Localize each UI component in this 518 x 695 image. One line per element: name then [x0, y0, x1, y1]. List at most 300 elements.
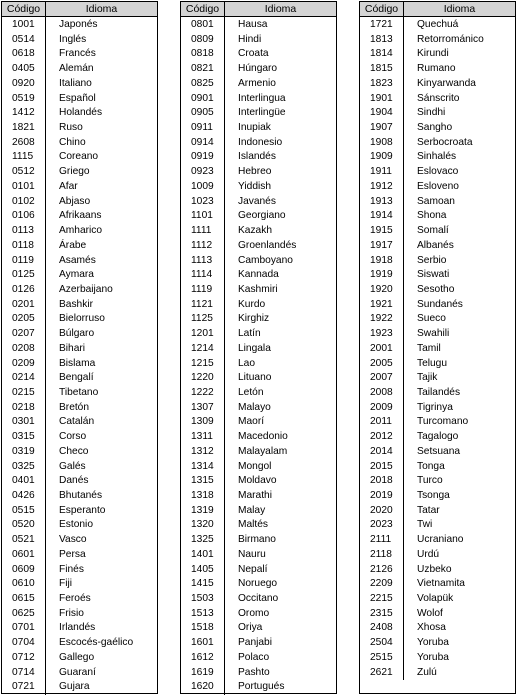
table-row [2, 33, 157, 48]
language-name: Kinyarwanda [417, 77, 476, 89]
table-row [181, 401, 336, 416]
language-code: 2504 [370, 637, 393, 649]
language-name: Chino [59, 136, 86, 148]
language-code: 0712 [12, 651, 35, 663]
language-code: 1311 [191, 431, 213, 443]
language-name: Español [59, 92, 96, 104]
table-row [2, 577, 157, 592]
language-code: 0512 [12, 166, 35, 178]
language-code: 2111 [370, 534, 392, 546]
table-row [360, 165, 515, 180]
table-row [2, 312, 157, 327]
language-code: 1222 [191, 386, 214, 398]
table-row [181, 342, 336, 357]
language-name: Galés [59, 460, 86, 472]
table-row [360, 563, 515, 578]
table-row [181, 165, 336, 180]
language-code: 0721 [12, 681, 35, 693]
language-code: 1115 [12, 151, 34, 163]
language-code: 1001 [12, 19, 35, 30]
language-name: Somalí [417, 225, 449, 237]
table-row [2, 533, 157, 548]
language-code: 2020 [370, 504, 393, 516]
language-name: Malayo [238, 401, 271, 413]
language-name: Checo [59, 445, 89, 457]
language-name: Birmano [238, 534, 276, 546]
language-name: Sundanés [417, 298, 463, 310]
language-name: Catalán [59, 416, 95, 428]
language-code: 0920 [12, 77, 35, 89]
table-row [360, 62, 515, 77]
language-code: 1920 [370, 283, 393, 295]
language-code: 1619 [191, 666, 214, 678]
language-code: 0714 [12, 666, 35, 678]
language-name: Ruso [59, 122, 83, 134]
language-code: 0618 [12, 48, 35, 60]
table-row [181, 371, 336, 386]
language-code: 1914 [370, 210, 393, 222]
table-row [181, 121, 336, 136]
language-name: Turcomano [417, 416, 469, 428]
language-code: 1922 [370, 313, 393, 325]
language-name: Sindhi [417, 107, 446, 119]
language-code: 1307 [191, 401, 214, 413]
language-code: 2019 [370, 490, 393, 501]
code-header: Código [181, 2, 225, 16]
table-row [360, 430, 515, 445]
table-row [181, 518, 336, 533]
language-code: 0809 [191, 33, 214, 45]
language-code: 2005 [370, 357, 393, 369]
table-row [181, 47, 336, 62]
table-row [2, 165, 157, 180]
language-name: Hausa [238, 19, 268, 30]
table-row [360, 47, 515, 62]
table-row [181, 607, 336, 622]
code-header: Código [2, 2, 46, 16]
language-name: Danés [59, 475, 89, 487]
language-code: 0325 [12, 460, 35, 472]
language-name: Interlingua [238, 92, 286, 104]
language-code: 1009 [191, 180, 214, 192]
language-name: Moldavo [238, 475, 277, 487]
language-header: Idioma [264, 3, 297, 15]
language-name: Marathi [238, 490, 272, 501]
table-row [360, 651, 515, 666]
table-row [181, 268, 336, 283]
table-row [181, 62, 336, 77]
language-code: 1113 [191, 254, 213, 266]
language-name: Lituano [238, 372, 272, 384]
table-row [360, 77, 515, 92]
table-row [2, 371, 157, 386]
language-code: 1821 [12, 122, 35, 134]
language-name: Tagalogo [417, 431, 459, 443]
table-row [181, 460, 336, 475]
table-row [2, 92, 157, 107]
language-code: 1119 [191, 283, 213, 295]
language-code: 1911 [370, 166, 392, 178]
language-code: 1921 [370, 298, 393, 310]
table-row [2, 77, 157, 92]
language-name: Quechuá [417, 19, 459, 30]
language-code: 1112 [191, 239, 213, 251]
language-code: 0201 [12, 298, 35, 310]
language-name: Tsonga [417, 490, 450, 501]
language-code: 1814 [370, 48, 393, 60]
language-name: Gallego [59, 651, 95, 663]
language-code: 1612 [191, 651, 214, 663]
language-name: Eslovaco [417, 166, 459, 178]
language-name: Rumano [417, 63, 456, 75]
language-name: Húngaro [238, 63, 278, 75]
table-row [181, 77, 336, 92]
language-name: Latín [238, 328, 261, 340]
language-code: 2023 [370, 519, 393, 531]
table-row [360, 342, 515, 357]
table-row [360, 621, 515, 636]
language-name: Noruego [238, 578, 278, 590]
language-name: Pashto [238, 666, 270, 678]
table-row [360, 504, 515, 519]
language-code: 0923 [191, 166, 214, 178]
table-row [2, 563, 157, 578]
language-name: Lao [238, 357, 255, 369]
language-code: 0905 [191, 107, 214, 119]
language-code: 0801 [191, 19, 214, 30]
language-name: Inglés [59, 33, 87, 45]
table-row [2, 254, 157, 269]
language-code: 0405 [12, 63, 35, 75]
language-name: Swahili [417, 328, 450, 340]
language-name: Oromo [238, 607, 270, 619]
table-row [360, 239, 515, 254]
table-row [181, 136, 336, 151]
language-code: 0514 [12, 33, 35, 45]
table-header [2, 2, 157, 17]
language-code: 1114 [191, 269, 213, 281]
language-name: Turco [417, 475, 443, 487]
language-name: Yoruba [417, 637, 449, 649]
language-table-2 [180, 1, 337, 694]
language-name: Bretón [59, 401, 90, 413]
language-code: 0520 [12, 519, 35, 531]
language-name: Albanés [417, 239, 454, 251]
language-name: Vasco [59, 534, 87, 546]
language-code: 1620 [191, 681, 214, 693]
language-code: 2014 [370, 445, 393, 457]
language-name: Camboyano [238, 254, 293, 266]
language-name: Siswati [417, 269, 450, 281]
table-row [2, 415, 157, 430]
language-code: 1314 [191, 460, 214, 472]
language-name: Bislama [59, 357, 96, 369]
language-name: Abjaso [59, 195, 91, 207]
table-row [2, 180, 157, 195]
table-row [360, 460, 515, 475]
table-row [360, 666, 515, 681]
table-row [360, 121, 515, 136]
language-name: Irlandés [59, 622, 96, 634]
table-row [2, 607, 157, 622]
language-name: Serbocroata [417, 136, 473, 148]
language-name: Sangho [417, 122, 453, 134]
language-code: 2011 [370, 416, 392, 428]
table-header [181, 2, 336, 17]
language-name: Croata [238, 48, 269, 60]
language-name: Panjabi [238, 637, 272, 649]
table-row [360, 327, 515, 342]
language-name: Serbio [417, 254, 447, 266]
table-row [181, 312, 336, 327]
table-row [2, 209, 157, 224]
language-name: Bhutanés [59, 490, 103, 501]
language-code: 1912 [370, 180, 393, 192]
language-code: 1917 [370, 239, 393, 251]
table-row [181, 386, 336, 401]
table-row [181, 504, 336, 519]
table-row [2, 504, 157, 519]
language-code: 1315 [191, 475, 214, 487]
language-code: 0515 [12, 504, 35, 516]
language-name: Lingala [238, 342, 271, 354]
table-row [360, 106, 515, 121]
table-row [360, 224, 515, 239]
language-code: 1214 [191, 342, 214, 354]
language-name: Polaco [238, 651, 270, 663]
table-row [2, 621, 157, 636]
table-row [2, 518, 157, 533]
table-row [360, 312, 515, 327]
language-code: 2001 [370, 342, 393, 354]
language-code: 1320 [191, 519, 214, 531]
language-name: Tatar [417, 504, 440, 516]
language-name: Retorrománico [417, 33, 484, 45]
language-code: 1909 [370, 151, 393, 163]
language-code: 0401 [12, 475, 35, 487]
language-name: Yiddish [238, 180, 272, 192]
language-name: Inupiak [238, 122, 271, 134]
table-row [360, 195, 515, 210]
table-row [181, 254, 336, 269]
language-code: 0701 [12, 622, 35, 634]
language-name: Persa [59, 548, 86, 560]
language-code: 1201 [191, 328, 214, 340]
table-row [181, 489, 336, 504]
table-row [2, 548, 157, 563]
language-code: 0214 [12, 372, 35, 384]
table-row [181, 577, 336, 592]
table-row [181, 680, 336, 695]
table-row [2, 460, 157, 475]
language-name: Ucraniano [417, 534, 464, 546]
table-row [181, 195, 336, 210]
language-code: 1913 [370, 195, 393, 207]
language-name: Occitano [238, 593, 279, 605]
language-code: 2515 [370, 651, 393, 663]
language-code: 1915 [370, 225, 393, 237]
language-name: Griego [59, 166, 90, 178]
language-name: Tailandés [417, 386, 461, 398]
language-name: Alemán [59, 63, 94, 75]
table-row [360, 33, 515, 48]
language-name: Kirundi [417, 48, 449, 60]
table-row [360, 357, 515, 372]
language-code: 1923 [370, 328, 393, 340]
table-row [360, 607, 515, 622]
language-code: 0126 [12, 283, 35, 295]
table-row [360, 592, 515, 607]
language-name: Interlingüe [238, 107, 286, 119]
language-code: 0101 [12, 180, 35, 192]
language-name: Kurdo [238, 298, 266, 310]
language-name: Bihari [59, 342, 86, 354]
table-row [2, 666, 157, 681]
table-row [360, 18, 515, 33]
language-code: 1908 [370, 136, 393, 148]
language-table-3 [359, 1, 516, 694]
language-name: Escocés-gaélico [59, 637, 134, 649]
table-row [360, 209, 515, 224]
language-code: 0521 [12, 534, 35, 546]
table-row [2, 224, 157, 239]
language-code: 1813 [370, 33, 393, 45]
language-code: 0821 [191, 63, 214, 75]
language-name: Árabe [59, 239, 87, 251]
table-row [360, 283, 515, 298]
table-row [360, 150, 515, 165]
language-name: Tajik [417, 372, 438, 384]
language-name: Amharico [59, 225, 103, 237]
table-row [2, 474, 157, 489]
language-name: Kirghiz [238, 313, 270, 325]
language-name: Tamil [417, 342, 441, 354]
table-row [181, 298, 336, 313]
language-name: Feroés [59, 593, 91, 605]
table-row [360, 136, 515, 151]
language-name: Sesotho [417, 283, 455, 295]
language-code: 1312 [191, 445, 214, 457]
language-code: 2008 [370, 386, 393, 398]
language-code: 2408 [370, 622, 393, 634]
language-code: 0208 [12, 342, 35, 354]
language-name: Oriya [238, 622, 263, 634]
language-code: 1721 [370, 19, 393, 30]
language-name: Tibetano [59, 386, 99, 398]
language-code: 1319 [191, 504, 214, 516]
table-row [2, 268, 157, 283]
language-name: Uzbeko [417, 563, 452, 575]
table-row [181, 180, 336, 195]
language-code: 1325 [191, 534, 214, 546]
language-name: Kazakh [238, 225, 272, 237]
language-code: 0205 [12, 313, 35, 325]
table-row [181, 415, 336, 430]
language-code: 0625 [12, 607, 35, 619]
language-name: Azerbaijano [59, 283, 113, 295]
table-row [360, 92, 515, 107]
table-row [2, 239, 157, 254]
language-name: Corso [59, 431, 87, 443]
table-row [360, 489, 515, 504]
language-code: 2608 [12, 136, 35, 148]
language-name: Esperanto [59, 504, 106, 516]
table-body [181, 17, 336, 695]
language-code: 0610 [12, 578, 35, 590]
table-row [2, 195, 157, 210]
language-name: Afrikaans [59, 210, 102, 222]
language-code: 2315 [370, 607, 393, 619]
language-code: 0615 [12, 593, 35, 605]
table-row [360, 180, 515, 195]
language-code: 1815 [370, 63, 393, 75]
language-name: Afar [59, 180, 78, 192]
language-name: Coreano [59, 151, 99, 163]
language-code: 0818 [191, 48, 214, 60]
language-code: 1309 [191, 416, 214, 428]
language-name: Sueco [417, 313, 446, 325]
language-header: Idioma [443, 3, 476, 15]
table-row [181, 621, 336, 636]
table-row [2, 592, 157, 607]
language-code: 0113 [12, 225, 34, 237]
table-row [2, 651, 157, 666]
language-name: Búlgaro [59, 328, 95, 340]
language-name: Volapük [417, 593, 454, 605]
table-row [181, 18, 336, 33]
language-name: Aymara [59, 269, 94, 281]
table-row [360, 401, 515, 416]
table-body [2, 17, 157, 695]
table-row [360, 518, 515, 533]
language-code: 0901 [191, 92, 214, 104]
language-code: 2621 [370, 666, 393, 678]
table-row [360, 371, 515, 386]
language-code: 2215 [370, 593, 393, 605]
table-row [181, 563, 336, 578]
language-code: 1405 [191, 563, 214, 575]
table-row [360, 474, 515, 489]
language-code: 0301 [12, 416, 35, 428]
language-code: 1518 [191, 622, 214, 634]
language-name: Esloveno [417, 180, 459, 192]
table-row [181, 651, 336, 666]
language-name: Fiji [59, 578, 73, 590]
language-name: Armenio [238, 77, 276, 89]
language-name: Malay [238, 504, 266, 516]
language-name: Portugués [238, 681, 285, 693]
language-name: Francés [59, 48, 96, 60]
language-name: Urdú [417, 548, 440, 560]
table-row [360, 298, 515, 313]
language-code: 1907 [370, 122, 393, 134]
language-code: 1220 [191, 372, 214, 384]
language-name: Estonio [59, 519, 93, 531]
table-row [2, 62, 157, 77]
table-row [2, 121, 157, 136]
language-code: 0911 [191, 122, 213, 134]
language-code: 1111 [191, 225, 212, 237]
language-name: Italiano [59, 77, 92, 89]
language-code: 1918 [370, 254, 393, 266]
language-name: Letón [238, 386, 264, 398]
table-row [181, 548, 336, 563]
table-row [2, 150, 157, 165]
language-code: 0319 [12, 445, 35, 457]
language-name: Tonga [417, 460, 445, 472]
language-code: 0315 [12, 431, 35, 443]
language-name: Zulú [417, 666, 437, 678]
